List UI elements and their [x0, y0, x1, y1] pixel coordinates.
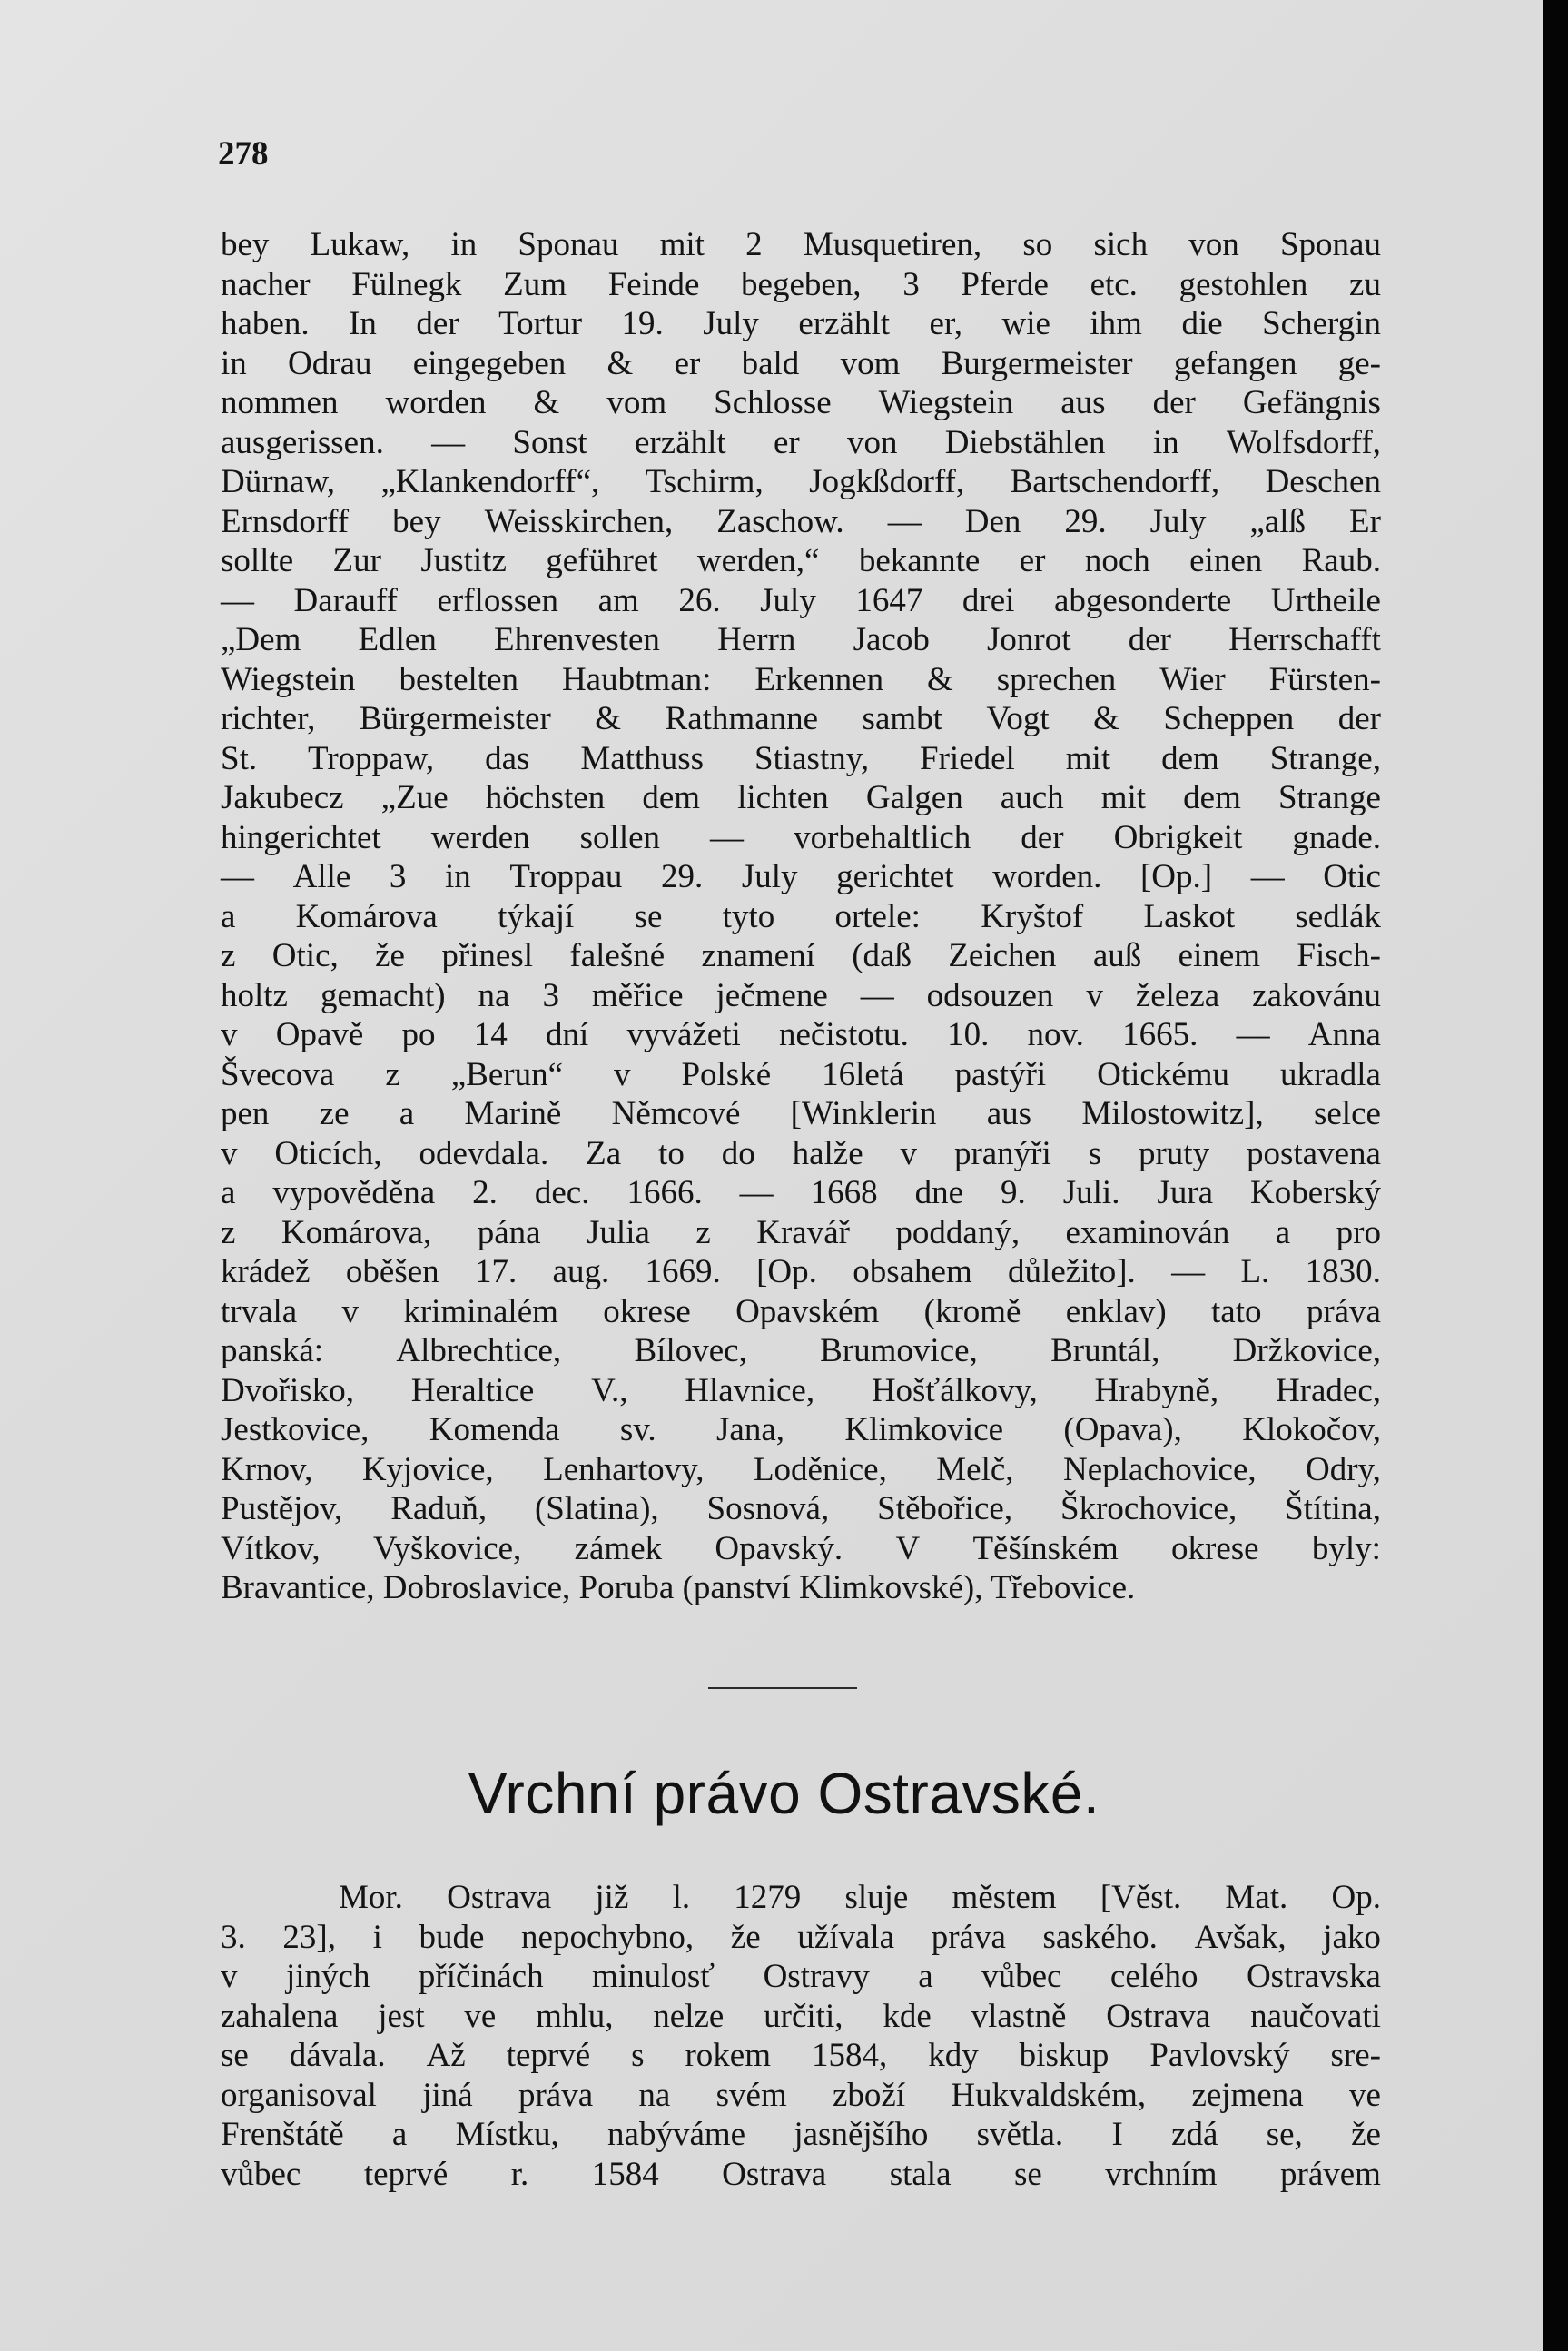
text-line: Krnov, Kyjovice, Lenhartovy, Loděnice, Melč, Neplachovice, Odry, — [221, 1450, 1381, 1488]
body-text — [221, 225, 1381, 1608]
text-line: 3. 23], i bude nepochybno, že užívala práva saského. Avšak, jako — [221, 1918, 1381, 1956]
text-line: richter, Bürgermeister & Rathmanne sambt Vogt & Scheppen der — [221, 700, 1381, 737]
text-line: Jestkovice, Komenda sv. Jana, Klimkovice (Opava), Klokočov, — [221, 1411, 1381, 1448]
text-line: se dávala. Až teprvé s rokem 1584, kdy biskup Pavlovský sre- — [221, 2037, 1381, 2074]
text-line: trvala v kriminalém okrese Opavském (kromě enklav) tato práva — [221, 1292, 1381, 1330]
text-line: Dvořisko, Heraltice V., Hlavnice, Hošťálkovy, Hrabyně, Hradec, — [221, 1371, 1381, 1409]
text-line: Dürnaw, „Klankendorff“, Tschirm, Jogkßdorff, Bartschendorff, Deschen — [221, 463, 1381, 500]
page-number: 278 — [218, 135, 269, 173]
text-line: krádež oběšen 17. aug. 1669. [Op. obsahem důležito]. — L. 1830. — [221, 1253, 1381, 1290]
scan-edge — [1543, 0, 1568, 2351]
text-line: nacher Fülnegk Zum Feinde begeben, 3 Pferde etc. gestohlen zu — [221, 265, 1381, 303]
text-line: Wiegstein bestelten Haubtman: Erkennen & sprechen Wier Fürsten- — [221, 660, 1381, 698]
text-line: „Dem Edlen Ehrenvesten Herrn Jacob Jonrot der Herrschafft — [221, 621, 1381, 658]
text-line: v Opavě po 14 dní vyvážeti nečistotu. 10. nov. 1665. — Anna — [221, 1016, 1381, 1053]
text-line: Bravantice, Dobroslavice, Poruba (panství Klimkovské), Třebovice. — [221, 1569, 1136, 1606]
text-line: sollte Zur Justitz geführet werden,“ bekannte er noch einen Raub. — [221, 542, 1381, 579]
text-line: vůbec teprvé r. 1584 Ostrava stala se vrchním právem — [221, 2155, 1381, 2193]
text-line: holtz gemacht) na 3 měřice ječmene — odsouzen v železa zakovánu — [221, 976, 1381, 1014]
text-line: zahalena jest ve mhlu, nelze určiti, kde vlastně Ostrava naučovati — [221, 1997, 1381, 2035]
text-line: a Komárova týkají se tyto ortele: Kryštof Laskot sedlák — [221, 897, 1381, 935]
text-line: z Otic, že přinesl falešné znamení (daß Zeichen auß einem Fisch- — [221, 937, 1381, 974]
text-line: Švecova z „Berun“ v Polské 16letá pastýři Otickému ukradla — [221, 1055, 1381, 1093]
text-line: haben. In der Tortur 19. July erzählt er, wie ihm die Schergin — [221, 305, 1381, 342]
section-heading: Vrchní právo Ostravské. — [468, 1761, 1100, 1826]
text-line: Jakubecz „Zue höchsten dem lichten Galgen auch mit dem Strange — [221, 779, 1381, 816]
text-line: — Darauff erflossen am 26. July 1647 drei abgesonderte Urtheile — [221, 581, 1381, 619]
text-line: pen ze a Marině Němcové [Winklerin aus Milostowitz], selce — [221, 1095, 1381, 1132]
text-line: v Oticích, odevdala. Za to do halže v pranýři s pruty postavena — [221, 1134, 1381, 1172]
text-line: v jiných příčinách minulosť Ostravy a vůbec celého Ostravska — [221, 1958, 1381, 1995]
section-divider — [708, 1687, 857, 1689]
text-line: ausgerissen. — Sonst erzählt er von Diebstählen in Wolfsdorff, — [221, 423, 1381, 461]
text-line: organisoval jiná práva na svém zboží Hukvaldském, zejmena ve — [221, 2076, 1381, 2114]
text-line: Frenštátě a Místku, nabýváme jasnějšího světla. I zdá se, že — [221, 2116, 1381, 2153]
text-line: — Alle 3 in Troppau 29. July gerichtet worden. [Op.] — Otic — [221, 858, 1381, 895]
text-line: a vypověděna 2. dec. 1666. — 1668 dne 9. Juli. Jura Koberský — [221, 1174, 1381, 1211]
text-line: St. Troppaw, das Matthuss Stiastny, Friedel mit dem Strange, — [221, 739, 1381, 777]
text-line: panská: Albrechtice, Bílovec, Brumovice, Bruntál, Držkovice, — [221, 1332, 1381, 1369]
text-line: bey Lukaw, in Sponau mit 2 Musquetiren, so sich von Sponau — [221, 226, 1381, 263]
text-line: nommen worden & vom Schlosse Wiegstein aus der Gefängnis — [221, 384, 1381, 421]
text-line: in Odrau eingegeben & er bald vom Burgermeister gefangen ge- — [221, 344, 1381, 382]
text-line: Ernsdorff bey Weisskirchen, Zaschow. — Den 29. July „alß Er — [221, 502, 1381, 540]
text-line: z Komárova, pána Julia z Kravář poddaný, examinován a pro — [221, 1213, 1381, 1251]
text-line: hingerichtet werden sollen — vorbehaltlich der Obrigkeit gnade. — [221, 818, 1381, 856]
text-line: Vítkov, Vyškovice, zámek Opavský. V Těšínském okrese byly: — [221, 1529, 1381, 1567]
text-line: Mor. Ostrava již l. 1279 sluje městem [Věst. Mat. Op. — [339, 1879, 1381, 1916]
section-text — [221, 1878, 1381, 2194]
text-line: Pustějov, Raduň, (Slatina), Sosnová, Stěbořice, Škrochovice, Štítina, — [221, 1490, 1381, 1527]
